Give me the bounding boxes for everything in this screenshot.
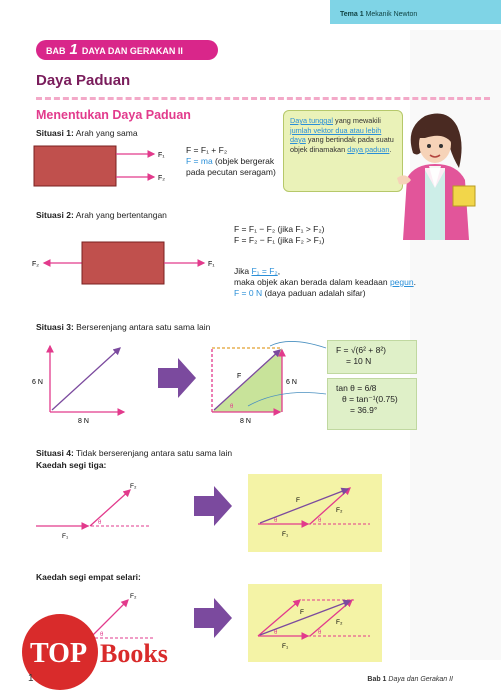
s2-object-box [82,242,164,284]
s1-eq2-desc: (objek bergerak pada pecutan seragam) [186,156,276,177]
s4-label: Situasi 4: [36,448,74,458]
topbooks-logo [10,612,200,692]
page-number: 1 [28,673,34,684]
tema-name: Mekanik Newton [365,11,418,18]
s4b-F-label: F [300,609,304,616]
s2-maka: maka objek akan berada dalam keadaan [234,277,390,287]
s4-desc: Tidak berserenjang antara satu sama lain [73,448,233,458]
s1-diagram [30,140,180,190]
s2-equal-case [234,266,470,299]
s3-transform-arrow [158,358,196,398]
s4b-f2-label: F₂ [130,593,137,600]
teacher-illustration [395,108,477,240]
s2-jika-end: , [277,266,281,276]
footer-name: Daya dan Gerakan II [388,676,453,683]
s4a-result-f2-label: F₂ [336,507,343,514]
bab-number: 1 [69,41,78,58]
s3-label: Situasi 3: [36,322,74,332]
s3-res2: = 10 N [346,356,372,366]
s4-triangle-diagram [30,474,390,560]
s4b-result-theta2: θ [318,630,322,636]
s2-pegun: pegun [389,277,414,287]
s3-resultant-left [52,348,120,410]
s3-right-6n-label: 6 N [286,379,297,386]
s1-f2-label: F₂ [158,175,165,182]
s2-desc: Arah yang bertentangan [73,210,167,220]
bab-name: DAYA DAN GERAKAN II [81,46,183,56]
callout-text-2: yang mewakili [333,116,381,125]
s4a-f2-label: F₂ [130,483,137,490]
page-title: Daya Paduan [36,72,131,89]
callout-text-3: jumlah vektor dua atau lebih daya [290,125,382,144]
s3-theta-label: θ [230,404,234,410]
s1-f1-label: F₁ [158,152,165,159]
s2-f2-label: F₂ [32,261,39,268]
s4b-result-f1-label: F₁ [282,643,289,650]
bab-banner [36,40,218,60]
s2-eq1: F = F₁ − F₂ (jika F₁ > F₂) [234,224,325,234]
s4-heading [36,448,232,459]
s1-eq2: F = ma [186,156,213,166]
s1-object-box [34,146,116,186]
s2-eq2: F = F₂ − F₁ (jika F₂ > F₁) [234,235,325,245]
tema-label: Tema 1 [340,11,364,18]
s4a-result-panel [248,474,382,552]
footer [367,676,453,683]
s4b-theta: θ [100,632,104,638]
s1-heading [36,128,138,139]
footer-bab: Bab 1 [367,676,387,683]
s2-heading [36,210,167,221]
callout-text-5: daya paduan [347,144,390,154]
logo-books-text: Books [100,639,168,668]
s3-callout-line-1 [270,341,326,348]
s3-magnitude-box [327,340,417,374]
s1-equations [186,145,286,178]
tema-tab [330,0,501,24]
s2-pegun-end: . [413,277,416,287]
s2-jika-eq: F₁ = F₂ [251,266,278,276]
s4a-F-label: F [296,497,300,504]
s4a-theta: θ [98,520,102,526]
s2-zero: F = 0 N [234,288,263,298]
section-title: Menentukan Daya Paduan [36,108,191,122]
s1-desc: Arah yang sama [73,128,138,138]
s4a-result-f1-label: F₁ [282,531,289,538]
s3-tan2: θ = tan⁻¹(0.75) [342,394,398,404]
s3-heading [36,322,210,333]
s1-label: Situasi 1: [36,128,74,138]
definition-callout [283,110,403,192]
s4a-result-theta2: θ [318,518,322,524]
s4-parallelogram-method-label: Kaedah segi empat selari: [36,572,141,582]
s1-eq1: F = F₁ + F₂ [186,145,228,155]
s3-res1: F = √(6² + 8²) [336,345,387,355]
callout-text-1: Daya tunggal [290,116,334,125]
s3-8n-label: 8 N [78,418,89,425]
s3-right-8n-label: 8 N [240,418,251,425]
s4-triangle-method-label: Kaedah segi tiga: [36,460,107,470]
s2-diagram [30,238,230,288]
s4b-result-f2-label: F₂ [336,619,343,626]
s2-label: Situasi 2: [36,210,74,220]
logo-top-text: TOP [30,638,88,669]
s4a-f2-arrow [90,490,130,526]
s3-angle-box [327,378,417,430]
s3-6n-label: 6 N [32,379,43,386]
s4a-result-theta: θ [274,518,278,524]
title-divider [36,97,490,100]
s4b-result-panel [248,584,382,662]
s3-tan1: tan θ = 6/8 [336,383,377,393]
s2-zero-desc: (daya paduan adalah sifar) [262,288,366,298]
callout-text-6: . [389,144,392,154]
s2-equations [234,224,464,246]
s3-diagram [30,338,330,430]
callout-text-4: yang bertindak pada suatu objek dinamakan [290,135,394,154]
s3-f-label: F [237,373,242,380]
s3-desc: Berserenjang antara satu sama lain [73,322,211,332]
s4b-result-theta: θ [274,630,278,636]
s4a-transform-arrow [194,486,232,526]
s3-tan3: = 36.9° [350,405,378,415]
s2-jika: Jika [234,266,252,276]
s4a-f1-label: F₁ [62,533,69,540]
s2-f1-label: F₁ [208,261,215,268]
bab-label: BAB [46,46,66,56]
